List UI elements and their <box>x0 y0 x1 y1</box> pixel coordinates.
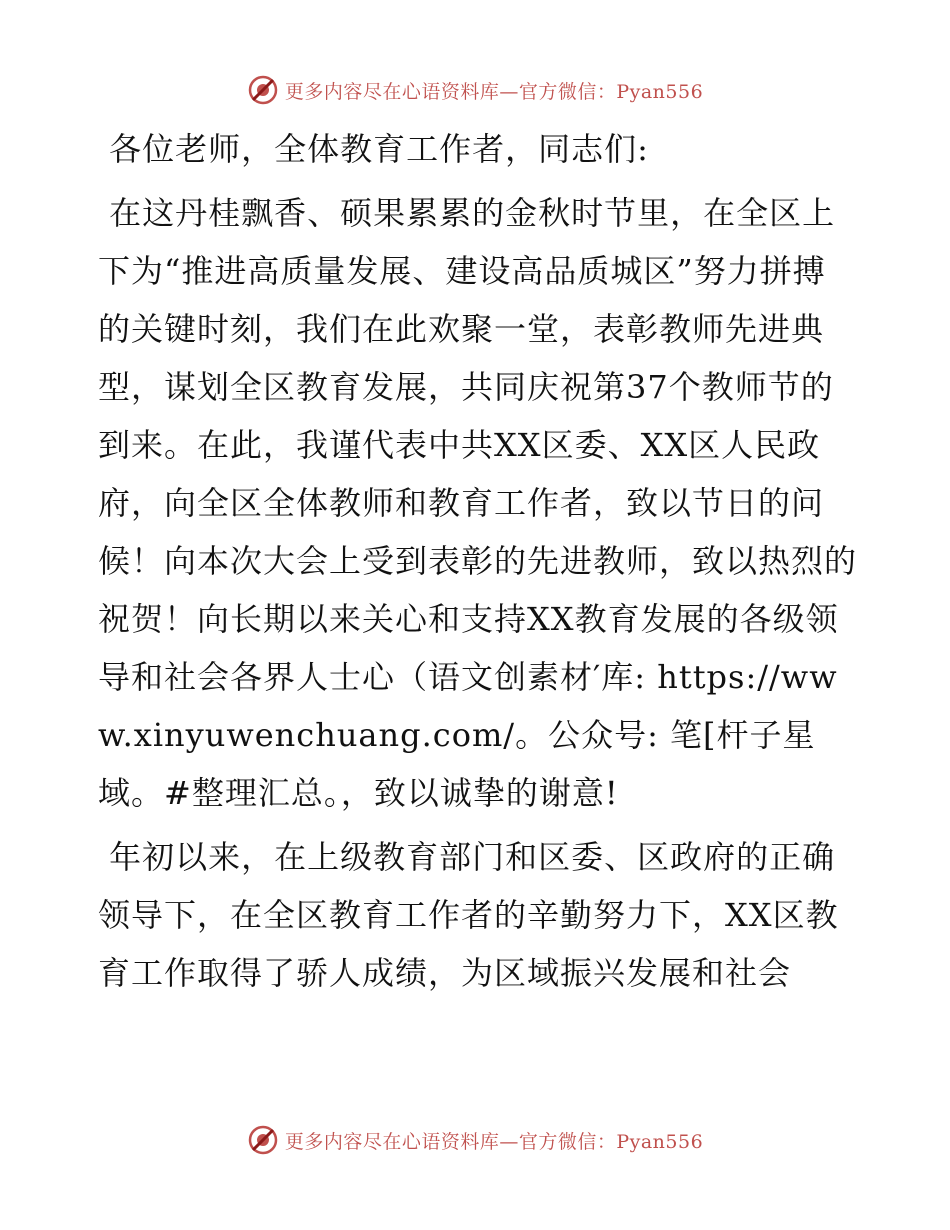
document-body <box>98 120 858 1002</box>
pen-circle-logo-icon <box>247 74 279 106</box>
paragraph: 在这丹桂飘香、硕果累累的金秋时节里，在全区上下为“推进高质量发展、建设高品质城区”努力拼搏的关键时刻，我们在此欢聚一堂，表彰教师先进典型，谋划全区教育发展，共同庆祝第37个教师节的到来。在此，我谨代表中共XX区委、XX区人民政府，向全区全体教师和教育工作者，致以节日的问候！向本次大会上受到表彰的先进教师，致以热烈的祝贺！向长期以来关心和支持XX教育发展的各级领导和社会各界人士心（语文创素材′库: https://www.xinyuwenchuang.com/。公众号: 笔[杆子星域。#整理汇总。，致以诚挚的谢意! <box>98 194 858 812</box>
footer-watermark <box>0 1120 950 1160</box>
salutation: 各位老师，全体教育工作者，同志们: <box>98 130 649 168</box>
watermark-text: 更多内容尽在心语资料库—官方微信：Pyan556 <box>284 80 704 103</box>
header-watermark <box>0 70 950 110</box>
watermark-text: 更多内容尽在心语资料库—官方微信：Pyan556 <box>284 1130 704 1153</box>
pen-circle-logo-icon <box>247 1124 279 1156</box>
paragraph: 年初以来，在上级教育部门和区委、区政府的正确领导下，在全区教育工作者的辛勤努力下，XX区教育工作取得了骄人成绩，为区域振兴发展和社会 <box>98 838 839 992</box>
